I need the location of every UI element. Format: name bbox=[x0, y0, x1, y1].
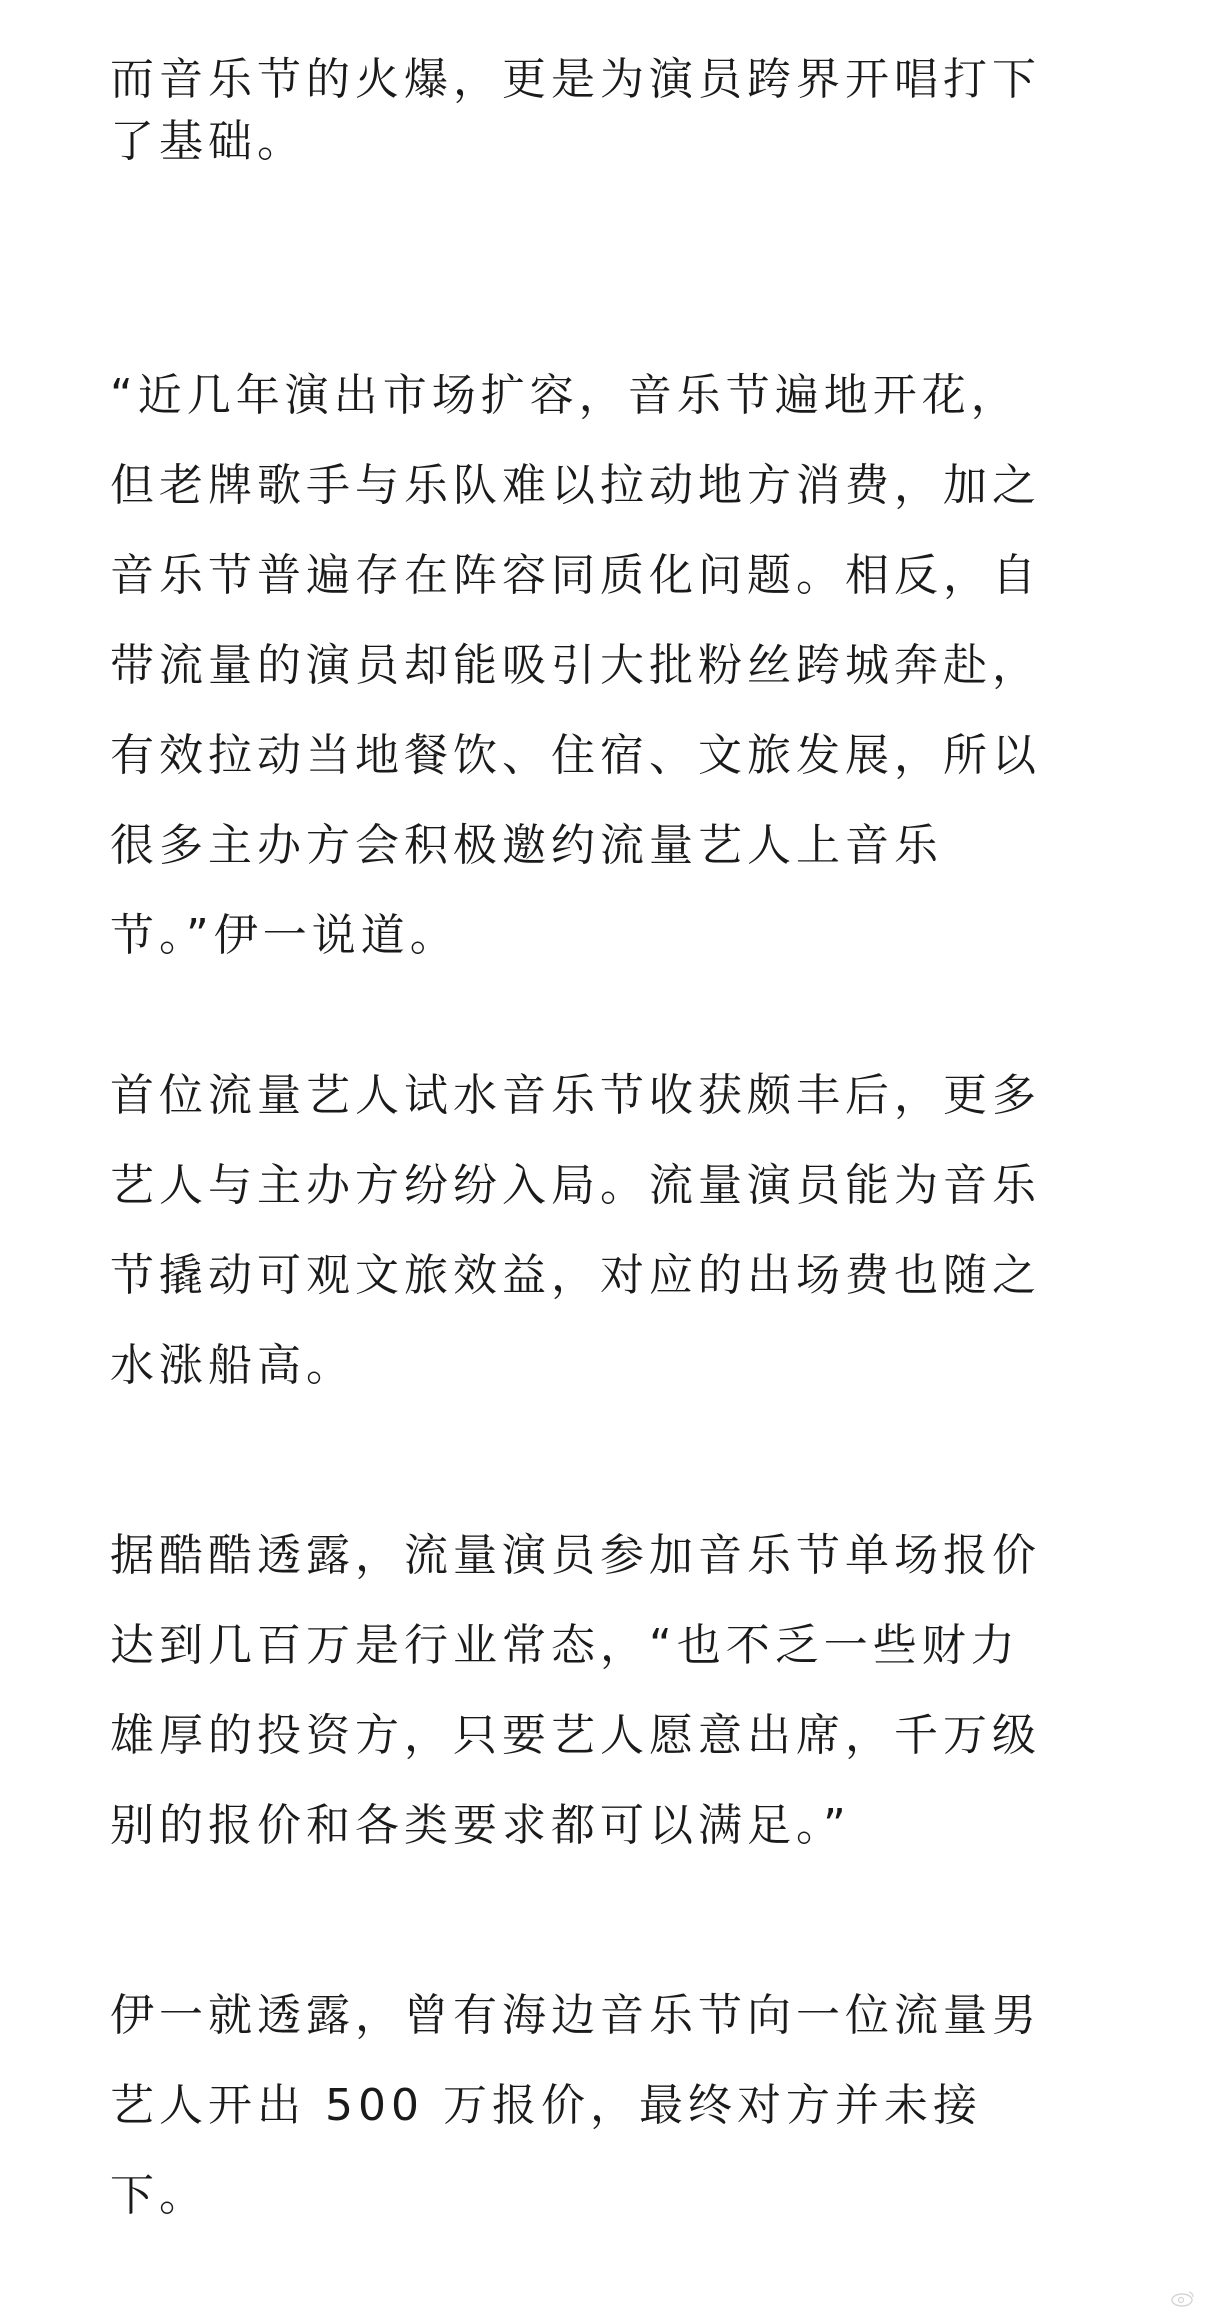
text-line: 水涨船高。 bbox=[110, 1340, 355, 1391]
text-line: 据酷酷透露，流量演员参加音乐节单场报价 bbox=[110, 1530, 1041, 1581]
text-line: 音乐节普遍存在阵容同质化问题。相反，自 bbox=[110, 550, 1041, 601]
text-line: “近几年演出市场扩容，音乐节遍地开花， bbox=[110, 370, 1020, 421]
text-line: 但老牌歌手与乐队难以拉动地方消费，加之 bbox=[110, 460, 1041, 511]
text-line: 节撬动可观文旅效益，对应的出场费也随之 bbox=[110, 1250, 1041, 1301]
text-line: 雄厚的投资方，只要艺人愿意出席，千万级 bbox=[110, 1710, 1041, 1761]
text-line: 伊一就透露，曾有海边音乐节向一位流量男 bbox=[110, 1990, 1041, 2041]
text-line: 达到几百万是行业常态，“也不乏一些财力 bbox=[110, 1620, 1020, 1671]
text-line: 艺人与主办方纷纷入局。流量演员能为音乐 bbox=[110, 1160, 1041, 1211]
text-line: 节。”伊一说道。 bbox=[110, 910, 459, 961]
text-line: 有效拉动当地餐饮、住宿、文旅发展，所以 bbox=[110, 730, 1041, 781]
weibo-watermark-icon bbox=[1170, 2289, 1196, 2307]
text-line: 带流量的演员却能吸引大批粉丝跨城奔赴， bbox=[110, 640, 1041, 691]
text-line: 了基础。 bbox=[110, 116, 306, 167]
text-line: 首位流量艺人试水音乐节收获颇丰后，更多 bbox=[110, 1070, 1041, 1121]
text-line: 很多主办方会积极邀约流量艺人上音乐 bbox=[110, 820, 943, 871]
text-line: 而音乐节的火爆，更是为演员跨界开唱打下 bbox=[110, 54, 1041, 105]
text-line: 下。 bbox=[110, 2170, 208, 2221]
text-line: 艺人开出 500 万报价，最终对方并未接 bbox=[110, 2080, 982, 2131]
text-line: 别的报价和各类要求都可以满足。” bbox=[110, 1800, 851, 1851]
